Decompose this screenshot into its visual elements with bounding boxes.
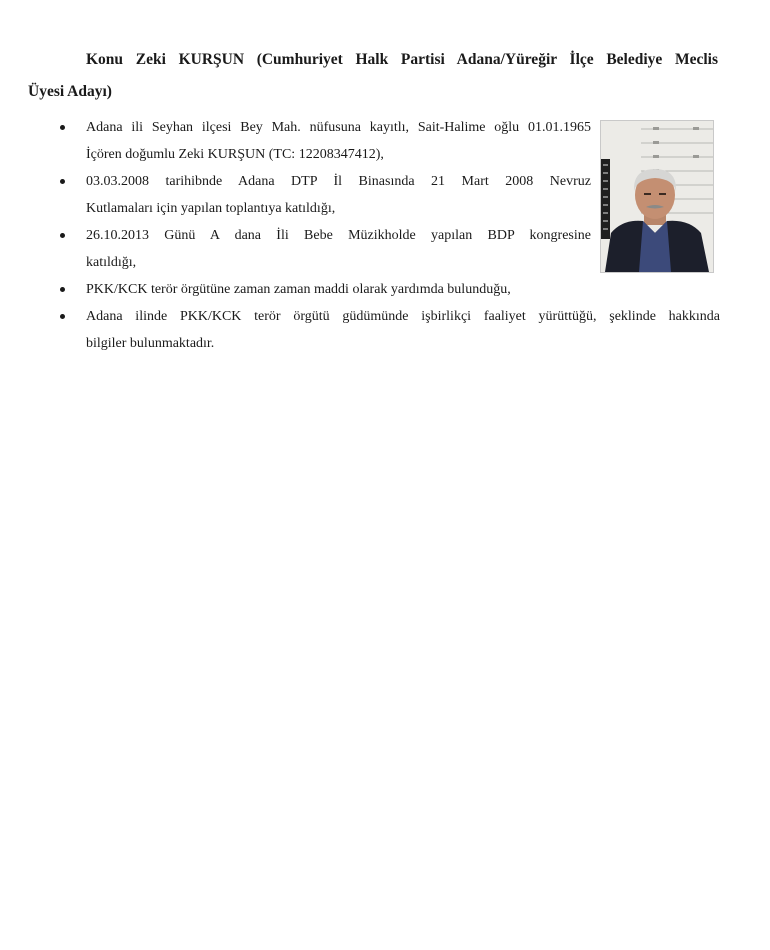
list-item-line: katıldığı, xyxy=(86,255,137,270)
bullet-icon xyxy=(60,233,65,238)
list-item-line: 26.10.2013 Günü A dana İli Bebe Müzikholde yapılan BDP kongresine xyxy=(86,228,591,243)
document-heading xyxy=(28,44,718,108)
list-item-line: Kutlamaları için yapılan toplantıya katıldığı, xyxy=(86,201,336,216)
heading-line-1: Konu Zeki KURŞUN (Cumhuriyet Halk Partisi Adana/Yüreğir İlçe Belediye Meclis xyxy=(86,51,718,68)
list-item-line: PKK/KCK terör örgütüne zaman zaman maddi olarak yardımda bulunduğu, xyxy=(86,282,511,297)
bullet-icon xyxy=(60,125,65,130)
list-item xyxy=(60,276,720,303)
list-item-line: İçören doğumlu Zeki KURŞUN (TC: 12208347412), xyxy=(86,147,384,162)
heading-line-2: Üyesi Adayı) xyxy=(28,83,112,100)
list-item-line: Adana ili Seyhan ilçesi Bey Mah. nüfusuna kayıtlı, Sait-Halime oğlu 01.01.1965 xyxy=(86,120,591,135)
bullet-icon xyxy=(60,179,65,184)
list-item xyxy=(60,303,720,357)
mugshot-photo xyxy=(600,120,714,273)
list-item xyxy=(60,114,591,168)
person-photo-icon xyxy=(601,121,713,272)
list-item-line: Adana ilinde PKK/KCK terör örgütü güdümünde işbirlikçi faaliyet yürüttüğü, şeklinde hakkında xyxy=(86,309,720,324)
list-item xyxy=(60,168,591,222)
bullet-icon xyxy=(60,287,65,292)
list-item xyxy=(60,222,591,276)
bullet-icon xyxy=(60,314,65,319)
list-item-line: 03.03.2008 tarihibnde Adana DTP İl Binasında 21 Mart 2008 Nevruz xyxy=(86,174,591,189)
list-item-line: bilgiler bulunmaktadır. xyxy=(86,336,215,351)
